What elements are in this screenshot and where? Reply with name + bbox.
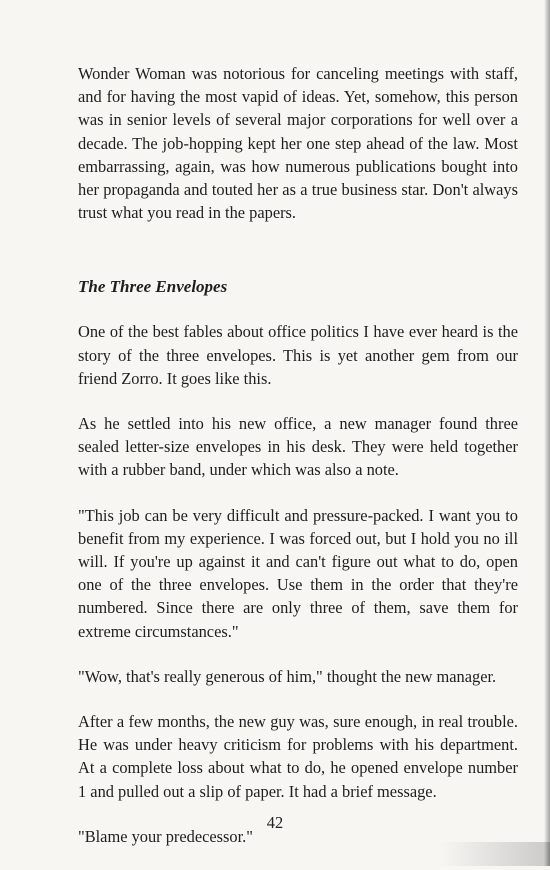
paragraph-6: "Blame your predecessor." [78,826,253,846]
intro-paragraph: Wonder Woman was notorious for canceling meetings with staff, and for having the most vapid of ideas. Yet, somehow, this person was in senior levels of several major corporations for well over a decade. The job-hopping kept her one step ahead of the law. Most embarrassing, again, was how numerous publications bought into her propaganda and touted her as a true business star. Don't always trust what you read in the papers. [78,64,518,223]
paragraph-1: One of the best fables about office politics I have ever heard is the story of the three envelopes. This is yet another gem from our friend Zorro. It goes like this. [78,322,518,388]
page-edge-shadow [544,0,550,866]
paragraph-3: "This job can be very difficult and pressure-packed. I want you to benefit from my experience. I was forced out, but I hold you no ill will. If you're up against it and can't figure out what to do, open one of the three envelopes. Use them in the order that they're numbered. Since there are only three of them, save them for extreme circumstances." [78,505,518,641]
paragraph-5: After a few months, the new guy was, sure enough, in real trouble. He was under heavy criticism for problems with his department. At a complete loss about what to do, he opened envelope number 1 and pulled out a slip of paper. It had a brief message. [78,712,518,801]
page-number: 42 [266,813,284,832]
page-body [78,62,518,870]
paragraph-4: "Wow, that's really generous of him," thought the new manager. [78,666,497,686]
section-heading: The Three Envelopes [78,277,228,297]
page-corner-shade [440,842,550,866]
paragraph-2: As he settled into his new office, a new manager found three sealed letter-size envelopes in his desk. They were held together with a rubber band, under which was also a note. [78,414,518,480]
